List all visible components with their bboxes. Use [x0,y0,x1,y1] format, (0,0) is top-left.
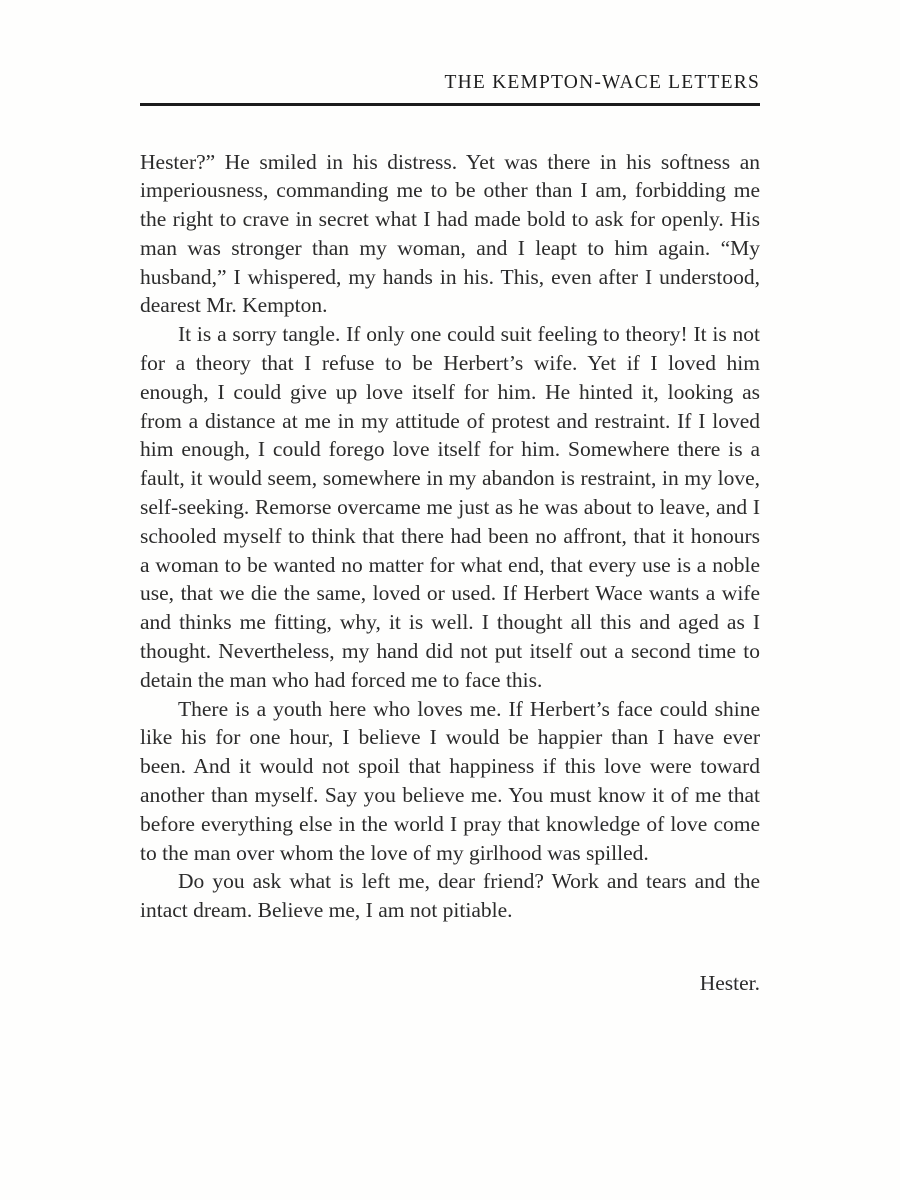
paragraph: Do you ask what is left me, dear friend? Work and tears and the intact dream. Believe me, I am not pitiable. [140,869,760,923]
letter-body [140,148,760,926]
paragraph: Hester?” He smiled in his distress. Yet was there in his softness an imperiousness, commanding me to be other than I am, forbidding me the right to crave in secret what I had made bold to ask for openly. His man was stronger than my woman, and I leapt to him again. “My husband,” I whispered, my hands in his. This, even after I understood, dearest Mr. Kempton. [140,149,760,318]
paragraph: It is a sorry tangle. If only one could suit feeling to theory! It is not for a theory that I refuse to be Herbert’s wife. Yet if I loved him enough, I could give up love itself for him. He hinted it, looking as from a distance at me in my attitude of protest and restraint. If I loved him enough, I could forego love itself for him. Somewhere there is a fault, it would seem, somewhere in my abandon is restraint, in my love, self-seeking. Remorse overcame me just as he was about to leave, and I schooled myself to think that there had been no affront, that it honours a woman to be wanted no matter for what end, that every use is a noble use, that we die the same, loved or used. If Herbert Wace wants a wife and thinks me fitting, why, it is well. I thought all this and aged as I thought. Nevertheless, my hand did not put itself out a second time to detain the man who had forced me to face this. [140,322,760,692]
paragraph: There is a youth here who loves me. If Herbert’s face could shine like his for one hour, I believe I would be happier than I have ever been. And it would not spoil that happiness if this love were toward another than myself. Say you believe me. You must know it of me that before everything else in the world I pray that knowledge of love come to the man over whom the love of my girlhood was spilled. [140,696,760,865]
signature: Hester. [699,971,760,996]
header-rule [140,103,760,106]
running-head-title: THE KEMPTON-WACE LETTERS [444,72,760,93]
